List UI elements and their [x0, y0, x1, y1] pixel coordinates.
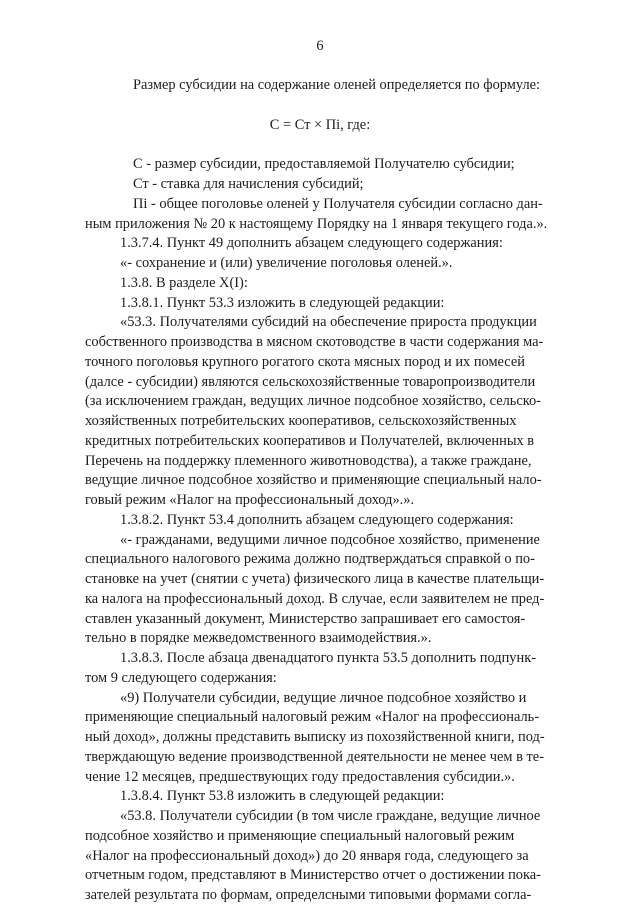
paragraph-line: том 9 следующего содержания: [85, 670, 277, 686]
paragraph-line: ным приложения № 20 к настоящему Порядку на 1 января текущего года.». [85, 216, 548, 232]
paragraph-line: точного поголовья крупного рогатого скота мясных пород и их помесей [85, 354, 525, 370]
paragraph-line: «9) Получатели субсидии, ведущие личное подсобное хозяйство и [120, 690, 527, 706]
paragraph-line: «- сохранение и (или) увеличение поголовья оленей.». [120, 255, 453, 271]
paragraph-line: 1.3.7.4. Пункт 49 дополнить абзацем следующего содержания: [120, 235, 503, 251]
paragraph-line: С - размер субсидии, предоставляемой Получателю субсидии; [133, 156, 515, 172]
paragraph-line: 1.3.8.1. Пункт 53.3 изложить в следующей редакции: [120, 295, 445, 311]
paragraph-line: хозяйственных потребительских кооперативов, сельскохозяйственных [85, 413, 517, 429]
paragraph-line: собственного производства в мясном скотоводстве в части содержания ма- [85, 334, 544, 350]
paragraph-line: 1.3.8.3. После абзаца двенадцатого пункта 53.5 дополнить подпунк- [120, 650, 536, 666]
paragraph-line: зателей результата по формам, определсными типовыми формами согла- [85, 887, 532, 903]
paragraph-line: «- гражданами, ведущими личное подсобное хозяйство, применение [120, 532, 540, 548]
paragraph-line: 1.3.8.4. Пункт 53.8 изложить в следующей редакции: [120, 788, 445, 804]
paragraph-line: Пi - общее поголовье оленей у Получателя субсидии согласно дан- [133, 196, 543, 212]
paragraph-line: ставлен указанный документ, Министерство запрашивает его самостоя- [85, 611, 526, 627]
paragraph-line: тельно в порядке межведомственного взаимодействия.». [85, 630, 432, 646]
paragraph-line: говый режим «Налог на профессиональный доход».». [85, 492, 415, 508]
paragraph-line: применяющие специальный налоговый режим «Налог на профессиональ- [85, 709, 540, 725]
paragraph-line: Размер субсидии на содержание оленей определяется по формуле: [133, 77, 541, 93]
paragraph-line: становке на учет (снятии с учета) физического лица в качестве плательщи- [85, 571, 545, 587]
paragraph-line: ведущие личное подсобное хозяйство и применяющие специальный нало- [85, 472, 542, 488]
paragraph-line: «53.8. Получатели субсидии (в том числе граждане, ведущие личное [120, 808, 541, 824]
paragraph-line: (далсе - субсидии) являются сельскохозяйственные товаропроизводители [85, 374, 536, 390]
paragraph-line: ный доход», должны представить выписку из похозяйственной книги, под- [85, 729, 545, 745]
paragraph-line: «53.3. Получателями субсидий на обеспечение прироста продукции [120, 314, 537, 330]
paragraph-line: Перечень на поддержку племенного животноводства), а также граждане, [85, 453, 532, 469]
paragraph-line: 1.3.8. В разделе X(I): [120, 275, 248, 291]
formula: С = Ст × Пi, где: [269, 117, 371, 133]
paragraph-line: Ст - ставка для начисления субсидий; [133, 176, 364, 192]
paragraph-line: тверждающую ведение производственной деятельности не менее чем в те- [85, 749, 544, 765]
paragraph-line: кредитных потребительских кооперативов и Получателей, включенных в [85, 433, 535, 449]
paragraph-line: отчетным годом, представляют в Министерство отчет о достижении пока- [85, 867, 541, 883]
paragraph-line: «Налог на профессиональный доход») до 20 января года, следующего за [85, 848, 529, 864]
paragraph-line: 1.3.8.2. Пункт 53.4 дополнить абзацем следующего содержания: [120, 512, 514, 528]
page-number: 6 [316, 38, 324, 54]
paragraph-line: подсобное хозяйство и применяющие специальный налоговый режим [85, 828, 515, 844]
paragraph-line: ка налога на профессиональный доход. В случае, если заявителем не пред- [85, 591, 545, 607]
paragraph-line: специального налогового режима должно подтверждаться справкой о по- [85, 551, 535, 567]
paragraph-line: чение 12 месяцев, предшествующих году предоставления субсидии.». [85, 769, 515, 785]
paragraph-line: (за исключением граждан, ведущих личное подсобное хозяйство, сельско- [85, 393, 541, 409]
